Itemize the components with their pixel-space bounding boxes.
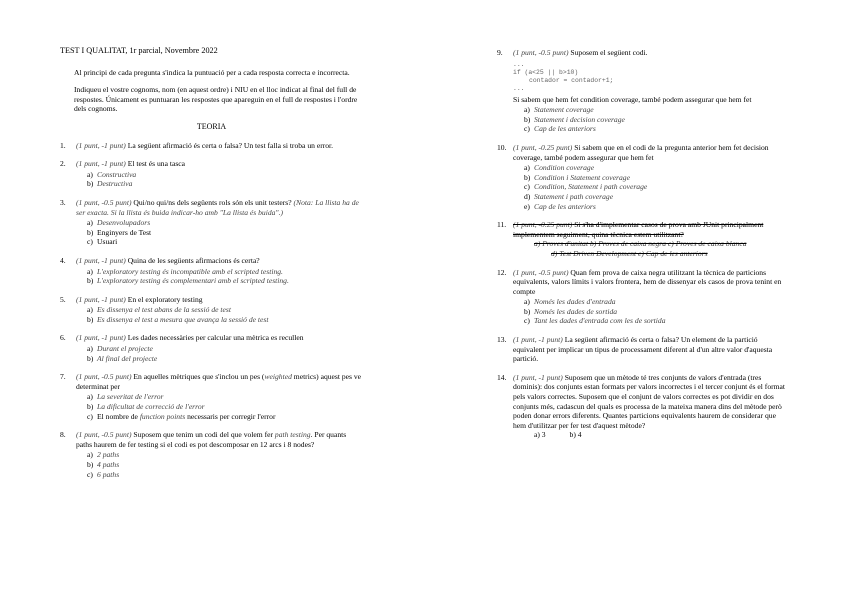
question-text-end: metrics) aquest pes ve determinat per xyxy=(76,372,362,391)
question-11-struck xyxy=(497,220,787,258)
question-8 xyxy=(60,430,363,479)
option-a: a) Statement coverage xyxy=(524,105,594,115)
question-number: 2. xyxy=(60,159,66,169)
question-points: (1 punt, -0.25 punt) xyxy=(513,142,573,152)
option-a: a) Condition coverage xyxy=(524,163,595,173)
option-b: b) Al final del projecte xyxy=(87,353,158,363)
option-c: c) Cap de les anteriors xyxy=(524,124,596,134)
question-number: 13. xyxy=(497,335,507,345)
question-number: 5. xyxy=(60,294,66,304)
options-inline xyxy=(513,430,787,440)
option-a: a) L'exploratory testing és incompatible amb el scripted testing. xyxy=(87,266,283,276)
option-a: a) 3 xyxy=(534,430,546,440)
question-number: 1. xyxy=(60,140,66,150)
intro-instructions: Indiqueu el vostre cognoms, nom (en aquest ordre) i NIU en el lloc indicat al final del full de respostes. Únicament es puntuaran les respostes que apareguin en el full de respostes i l'ordre dels cognoms. xyxy=(74,85,358,114)
question-text-italic: weighted xyxy=(264,372,292,382)
option-b: b) Statement i decision coverage xyxy=(524,114,625,124)
question-number: 10. xyxy=(497,142,507,152)
question-text: En aquelles mètriques que s'inclou un pes ( xyxy=(133,372,265,382)
question-text: El test és una tasca xyxy=(127,159,186,169)
question-6 xyxy=(60,333,363,363)
option-b: b) L'exploratory testing és complementari amb el scripted testing. xyxy=(87,276,289,286)
question-number: 6. xyxy=(60,333,66,343)
question-1 xyxy=(60,141,363,151)
option-b: b) La dificultat de correcció de l'error xyxy=(87,402,205,412)
question-points: (1 punt, -1 punt) xyxy=(76,140,126,150)
intro-scoring: Al principi de cada pregunta s'indica la puntuació per a cada resposta correcta e incorrecta. xyxy=(74,67,350,77)
question-points: (1 punt, -1 punt) xyxy=(76,294,126,304)
question-number: 4. xyxy=(60,255,66,265)
option-b: b) Enginyers de Test xyxy=(87,227,152,237)
question-number: 11. xyxy=(497,220,507,230)
page-title: TEST I QUALITAT, 1r parcial, Novembre 2022 xyxy=(60,46,218,55)
question-number: 3. xyxy=(60,197,66,207)
question-text: Si sabem que en el codi de la pregunta anterior hem fet decision coverage, també podem assegurar que hem fet xyxy=(513,142,769,162)
question-number: 7. xyxy=(60,372,66,382)
option-c: c) El nombre de function points necessaris per corregir l'error xyxy=(87,411,276,421)
option-a: a) Es dissenya el test abans de la sessió de test xyxy=(87,305,231,315)
option-e: e) Cap de les anteriors xyxy=(524,201,596,211)
question-text-italic: path testing xyxy=(274,430,311,440)
question-points: (1 punt, -1 punt) xyxy=(513,335,563,345)
question-text: Suposem que tenim un codi del que volem fer xyxy=(133,430,275,440)
question-text: Suposem el següent codi. xyxy=(570,48,648,57)
question-text-2: Si sabem que hem fet condition coverage, també podem assegurar que hem fet xyxy=(513,94,752,104)
question-number: 14. xyxy=(497,372,507,382)
question-points: (1 punt, -0.5 punt) xyxy=(513,267,569,277)
question-text: En el exploratory testing xyxy=(127,294,203,304)
question-text: La següent afirmació és certa o falsa? Un test falla si troba un error. xyxy=(127,140,334,150)
question-text: Qui/no qui/ns dels següents rols són els unit testers? xyxy=(133,197,292,207)
question-points: (1 punt, -0.25 punt) xyxy=(513,220,573,230)
question-4 xyxy=(60,256,363,286)
question-7 xyxy=(60,372,363,421)
question-3 xyxy=(60,198,363,247)
option-b: b) 4 paths xyxy=(87,460,120,469)
question-points: (1 punt, -1 punt) xyxy=(76,333,126,343)
question-text: Quina de les següents afirmacions és certa? xyxy=(127,255,260,265)
question-points: (1 punt, -0.5 punt) xyxy=(76,197,132,207)
option-a: a) Desenvolupadors xyxy=(87,218,151,228)
question-points: (1 punt, -1 punt) xyxy=(76,159,126,169)
question-2 xyxy=(60,159,363,189)
question-text: Quan fem prova de caixa negra utilitzant la tècnica de particions equivalents, valors límits i valors frontera, hem de dissenyar els casos de prova tenint en compte xyxy=(513,267,782,296)
left-column xyxy=(60,46,363,488)
question-number: 8. xyxy=(60,430,66,440)
option-a: a) Durant el projecte xyxy=(87,344,153,354)
question-text-end: . Per quants paths haurem de fer testing si el codi es pot descomposar en 12 arcs i 8 nodes? xyxy=(76,430,347,449)
question-14 xyxy=(497,373,787,440)
option-b: b) Es dissenya el test a mesura que avança la sessió de test xyxy=(87,314,269,324)
option-a: a) Constructiva xyxy=(87,169,137,179)
question-text: La següent afirmació és certa o falsa? Un element de la partició equivalent per implicar un tipus de processament diferent al d'un altre valor d'aquesta partició. xyxy=(513,335,773,364)
question-number: 12. xyxy=(497,267,507,277)
option-c: c) Tant les dades d'entrada com les de sortida xyxy=(524,316,666,326)
question-points: (1 punt, -0.5 punt) xyxy=(76,372,132,382)
question-text: Suposem que un mètode té tres conjunts de valors d'entrada (tres dominis): dos conjunts estan formats per valors incorrectes i el tercer conjunt és el format pels valors correctes. Suposem que el conjunt de valors correctes es pot dividir en dos conjunts més, cadascun del quals es processa de la mateixa manera dins del mètode però poden donar errors diferents. Quantes particions equivalents haurem de considerar que hem d'utilitzar per fer test d'aquest mètode? xyxy=(513,372,786,430)
question-points: (1 punt, -1 punt) xyxy=(513,372,563,382)
code-snippet: ... if (a<25 || b>10) contador = contador+1; ... xyxy=(513,60,614,92)
option-b: b) Destructiva xyxy=(87,179,133,189)
question-note: (Nota: La llista ha de ser exacta. Si la llista és buida indicar-ho amb "La llista és buida".) xyxy=(76,197,359,217)
options-line-1: a) Proves d'unitat b) Proves de caixa negra c) Proves de caixa blanca xyxy=(534,239,747,249)
option-c: c) Usuari xyxy=(87,237,118,247)
question-5 xyxy=(60,295,363,325)
question-9 xyxy=(497,48,787,134)
question-12 xyxy=(497,268,787,327)
option-a: a) La severitat de l'error xyxy=(87,392,164,402)
option-b: b) Només les dades de sortida xyxy=(524,306,618,316)
question-points: (1 punt, -1 punt) xyxy=(76,255,126,265)
option-c: c) Condition, Statement i path coverage xyxy=(524,182,648,192)
question-text: Les dades necessàries per calcular una mètrica es recullen xyxy=(127,333,304,343)
question-text: Si s'ha d'implementar casos de prova amb JUnit principalment implementem seguiment, quina tècnica estem utilitzant? xyxy=(513,220,764,239)
option-a: a) Només les dades d'entrada xyxy=(524,297,616,307)
question-points: (1 punt, -0.5 punt) xyxy=(76,430,132,440)
options-line-2: d) Test Driven Development e) Cap de les anteriors xyxy=(551,248,708,258)
option-b: b) 4 xyxy=(569,430,582,440)
option-a: a) 2 paths xyxy=(87,450,120,460)
option-b: b) Condition i Statement coverage xyxy=(524,172,630,182)
question-number: 9. xyxy=(497,48,503,57)
section-heading: TEORIA xyxy=(196,121,227,131)
question-13 xyxy=(497,335,787,364)
right-column xyxy=(497,48,787,449)
option-c: c) 6 paths xyxy=(87,469,120,479)
option-d: d) Statement i path coverage xyxy=(524,191,614,201)
question-points: (1 punt, -0.5 punt) xyxy=(513,48,569,57)
question-10 xyxy=(497,143,787,211)
